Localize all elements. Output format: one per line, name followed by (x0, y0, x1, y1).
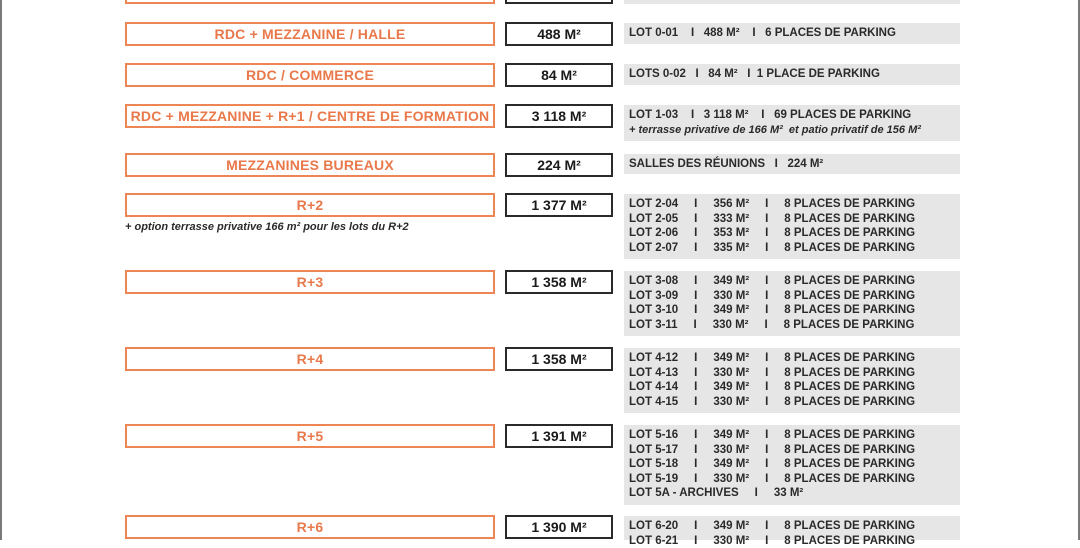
lot-line: SALLES DES RÉUNIONS I 224 M² (629, 158, 824, 170)
level-label-rdc-halle: RDC + MEZZANINE / HALLE (125, 22, 495, 46)
info-panel-r5 (624, 425, 960, 505)
info-panel-r3 (624, 271, 960, 336)
lot-line: LOT 0-01 I 488 M² I 6 PLACES DE PARKING (629, 27, 896, 39)
lot-line: LOT 5-16 I 349 M² I 8 PLACES DE PARKING (629, 429, 916, 441)
level-label-r2: R+2 (125, 193, 495, 217)
terrace-note: + terrasse privative de 166 M² et patio privatif de 156 M² (629, 123, 921, 136)
lot-line: LOT 3-11 I 330 M² I 8 PLACES DE PARKING (629, 318, 915, 331)
lot-line: LOT 5-18 I 349 M² I 8 PLACES DE PARKING (629, 458, 916, 471)
lot-line: LOT 5-19 I 330 M² I 8 PLACES DE PARKING (629, 472, 916, 485)
lot-line: LOT 2-07 I 335 M² I 8 PLACES DE PARKING (629, 241, 916, 254)
lot-line-archives: LOT 5A - ARCHIVES I 33 M² (629, 487, 804, 500)
lot-line: LOT 4-15 I 330 M² I 8 PLACES DE PARKING (629, 395, 916, 408)
info-panel-rdc-commerce (624, 64, 960, 85)
lot-line: LOT 4-14 I 349 M² I 8 PLACES DE PARKING (629, 381, 916, 394)
level-box-cut (125, 0, 495, 4)
lot-line: LOT 3-09 I 330 M² I 8 PLACES DE PARKING (629, 289, 916, 302)
area-value-r3: 1 358 M² (505, 270, 613, 294)
lot-line: LOT 2-04 I 356 M² I 8 PLACES DE PARKING (629, 198, 916, 210)
level-label-r6: R+6 (125, 515, 495, 539)
lot-line: LOT 6-20 I 349 M² I 8 PLACES DE PARKING (629, 520, 916, 532)
lot-line: LOT 4-13 I 330 M² I 8 PLACES DE PARKING (629, 366, 916, 379)
area-value-rdc-commerce: 84 M² (505, 63, 613, 87)
info-panel-r6 (624, 516, 960, 547)
area-value-mezzanines-bureaux: 224 M² (505, 153, 613, 177)
lot-line: LOT 1-03 I 3 118 M² I 69 PLACES DE PARKING (629, 109, 912, 121)
area-value-rdc-halle: 488 M² (505, 22, 613, 46)
lot-line: LOT 2-06 I 353 M² I 8 PLACES DE PARKING (629, 227, 916, 240)
level-label-mezzanines-bureaux: MEZZANINES BUREAUX (125, 153, 495, 177)
level-label-rdc-commerce: RDC / COMMERCE (125, 63, 495, 87)
r2-option-note: + option terrasse privative 166 m² pour les lots du R+2 (125, 221, 409, 233)
lot-line: LOT 4-12 I 349 M² I 8 PLACES DE PARKING (629, 352, 916, 364)
info-panel-mezzanines-bureaux (624, 154, 960, 174)
level-label-r5: R+5 (125, 424, 495, 448)
info-panel-cut (624, 0, 960, 4)
info-panel-rdc-halle (624, 23, 960, 44)
page-edge-left (0, 0, 2, 540)
area-value-r2: 1 377 M² (505, 193, 613, 217)
area-value-r4: 1 358 M² (505, 347, 613, 371)
level-label-centre-formation: RDC + MEZZANINE + R+1 / CENTRE DE FORMATION (125, 104, 495, 128)
area-value-centre-formation: 3 118 M² (505, 104, 613, 128)
lot-line: LOT 2-05 I 333 M² I 8 PLACES DE PARKING (629, 212, 916, 225)
level-label-r3: R+3 (125, 270, 495, 294)
info-panel-r2 (624, 194, 960, 259)
area-box-cut (505, 0, 613, 4)
lot-line: LOT 3-08 I 349 M² I 8 PLACES DE PARKING (629, 275, 916, 287)
info-panel-r4 (624, 348, 960, 413)
lot-line: LOT 5-17 I 330 M² I 8 PLACES DE PARKING (629, 443, 916, 456)
area-value-r5: 1 391 M² (505, 424, 613, 448)
lot-line: LOT 3-10 I 349 M² I 8 PLACES DE PARKING (629, 304, 916, 317)
level-label-r4: R+4 (125, 347, 495, 371)
area-value-r6: 1 390 M² (505, 515, 613, 539)
lot-line: LOT 6-21 I 330 M² I 8 PLACES DE PARKING (629, 534, 916, 547)
lot-line: LOTS 0-02 I 84 M² I 1 PLACE DE PARKING (629, 68, 880, 80)
info-panel-centre-formation (624, 105, 960, 141)
